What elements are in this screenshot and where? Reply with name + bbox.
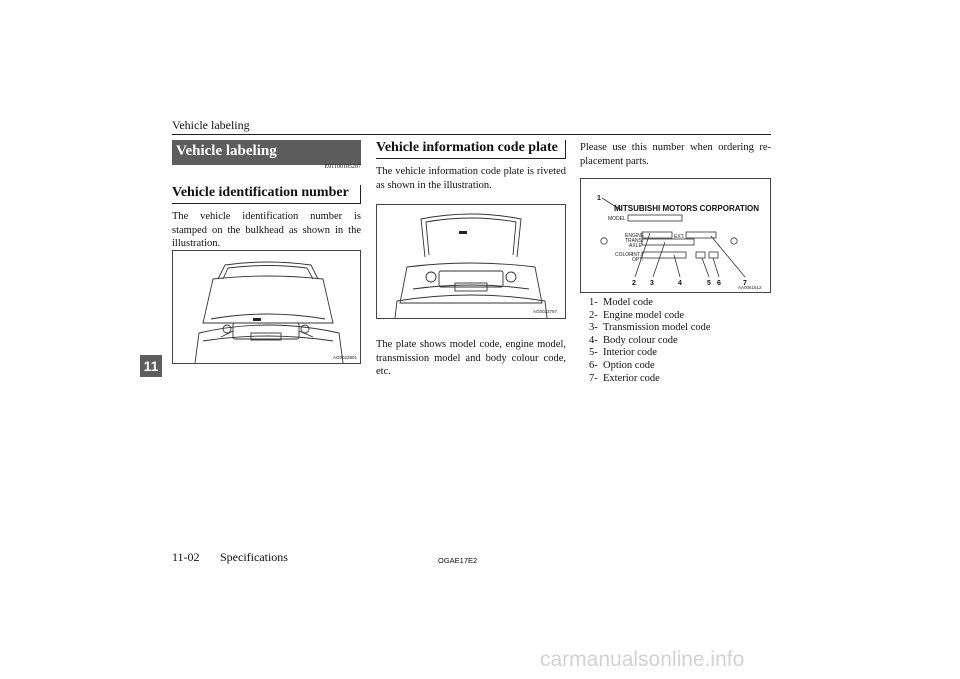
- chapter-tab: 11: [140, 355, 162, 377]
- figure-code: AA0061612: [738, 285, 762, 290]
- legend-item: 1- Model code: [589, 297, 653, 308]
- plate-model-label: MODEL: [608, 216, 626, 222]
- plate-int-label: INT.: [632, 252, 641, 258]
- callout-4: 4: [678, 280, 682, 287]
- open-hood-car-drawing: [173, 251, 360, 363]
- section-code: E01100105207: [324, 164, 361, 170]
- plate-brand-text: MITSUBISHI MOTORS CORPORATION: [614, 204, 760, 213]
- ordering-parts-paragraph: Please use this number when ordering re- placement parts.: [580, 142, 771, 167]
- plate-opt-label: OPT.: [632, 257, 644, 263]
- code-plate-paragraph: The vehicle information code plate is riveted as shown in the illustration.: [376, 166, 566, 191]
- legend-item: 6- Option code: [589, 359, 655, 371]
- vin-heading: Vehicle identification number: [172, 185, 361, 204]
- figure-code: AG0023801: [333, 355, 358, 360]
- open-hood-car-drawing: [377, 205, 565, 318]
- page-number: 11-02: [172, 550, 200, 564]
- vin-location-illustration: [172, 250, 361, 364]
- callout-7: 7: [743, 280, 747, 287]
- code-legend: [589, 297, 711, 385]
- chapter-title: Specifications: [220, 550, 288, 564]
- legend-item: 4- Body colour code: [589, 334, 678, 346]
- code-plate-location-illustration: [376, 204, 566, 319]
- running-header: Vehicle labeling: [172, 118, 250, 132]
- code-plate-drawing: [581, 179, 770, 292]
- code-plate-diagram: [580, 178, 771, 293]
- callout-2: 2: [632, 280, 636, 287]
- document-code: OGAE17E2: [438, 556, 478, 565]
- callout-5: 5: [707, 280, 711, 287]
- vin-paragraph: The vehicle identification number is stamped on the bulkhead as shown in the illustration.: [172, 211, 361, 249]
- callout-3: 3: [650, 280, 654, 287]
- plate-trans-label: TRANS.: [625, 238, 644, 244]
- watermark: carmanualsonline.info: [540, 648, 745, 671]
- figure-code: AG0023797: [533, 309, 558, 314]
- legend-item: 2- Engine model code: [589, 309, 685, 321]
- plate-contents-paragraph: The plate shows model code, engine model, transmission model and body colour code, etc.: [376, 339, 566, 377]
- plate-ext-label: EXT.: [674, 234, 685, 240]
- legend-item: 7- Exterior code: [589, 372, 660, 384]
- plate-color-label: COLOR: [615, 252, 633, 258]
- callout-6: 6: [717, 280, 721, 287]
- legend-item: 3- Transmission model code: [589, 322, 711, 334]
- section-banner: Vehicle labeling: [172, 140, 361, 165]
- legend-item: 5- Interior code: [589, 347, 657, 359]
- header-rule: [172, 134, 771, 135]
- callout-1: 1: [597, 195, 601, 202]
- plate-axle-label: AXLE: [629, 243, 642, 249]
- plate-engine-label: ENGINE: [625, 233, 645, 239]
- code-plate-heading: Vehicle information code plate: [376, 140, 566, 159]
